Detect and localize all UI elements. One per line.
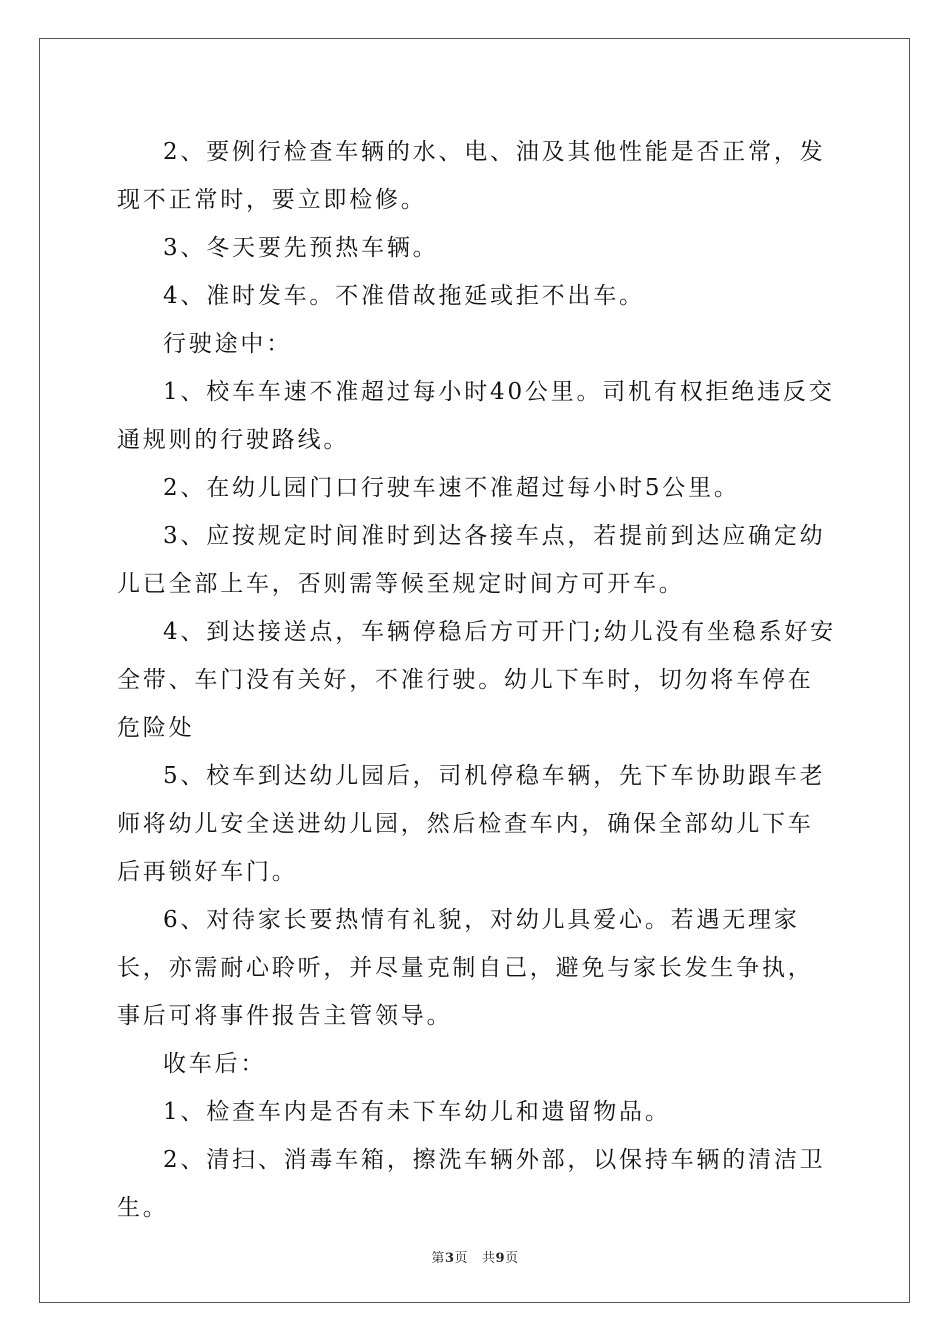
paragraph: 4、到达接送点，车辆停稳后方可开门;幼儿没有坐稳系好安全带、车门没有关好，不准行驶。幼儿下车时，切勿将车停在危险处 bbox=[117, 619, 836, 741]
paragraph: 3、应按规定时间准时到达各接车点，若提前到达应确定幼儿已全部上车，否则需等候至规定时间方可开车。 bbox=[117, 523, 826, 597]
page-suffix: 页 bbox=[454, 1251, 468, 1266]
document-body bbox=[117, 128, 839, 1232]
total-suffix: 页 bbox=[505, 1251, 519, 1266]
paragraph: 2、在幼儿园门口行驶车速不准超过每小时5公里。 bbox=[163, 475, 740, 501]
paragraph: 2、要例行检查车辆的水、电、油及其他性能是否正常，发现不正常时，要立即检修。 bbox=[117, 139, 826, 213]
page-current: 3 bbox=[444, 1251, 455, 1266]
page-prefix: 第 bbox=[431, 1251, 445, 1266]
paragraph: 1、校车车速不准超过每小时40公里。司机有权拒绝违反交通规则的行驶路线。 bbox=[117, 379, 835, 453]
paragraph: 5、校车到达幼儿园后，司机停稳车辆，先下车协助跟车老师将幼儿安全送进幼儿园，然后检查车内，确保全部幼儿下车后再锁好车门。 bbox=[117, 763, 826, 885]
paragraph: 4、准时发车。不准借故拖延或拒不出车。 bbox=[163, 283, 645, 309]
section-heading: 行驶途中： bbox=[163, 331, 292, 357]
total-prefix: 共 bbox=[482, 1251, 496, 1266]
paragraph: 3、冬天要先预热车辆。 bbox=[163, 235, 439, 261]
paragraph: 6、对待家长要热情有礼貌，对幼儿具爱心。若遇无理家长，亦需耐心聆听，并尽量克制自己，避免与家长发生争执，事后可将事件报告主管领导。 bbox=[117, 907, 814, 1029]
paragraph: 1、检查车内是否有未下车幼儿和遗留物品。 bbox=[163, 1099, 671, 1125]
paragraph: 2、清扫、消毒车箱，擦洗车辆外部，以保持车辆的清洁卫生。 bbox=[117, 1147, 826, 1221]
page-total: 9 bbox=[495, 1251, 506, 1266]
section-heading: 收车后： bbox=[163, 1051, 267, 1077]
page-footer bbox=[0, 1247, 950, 1266]
